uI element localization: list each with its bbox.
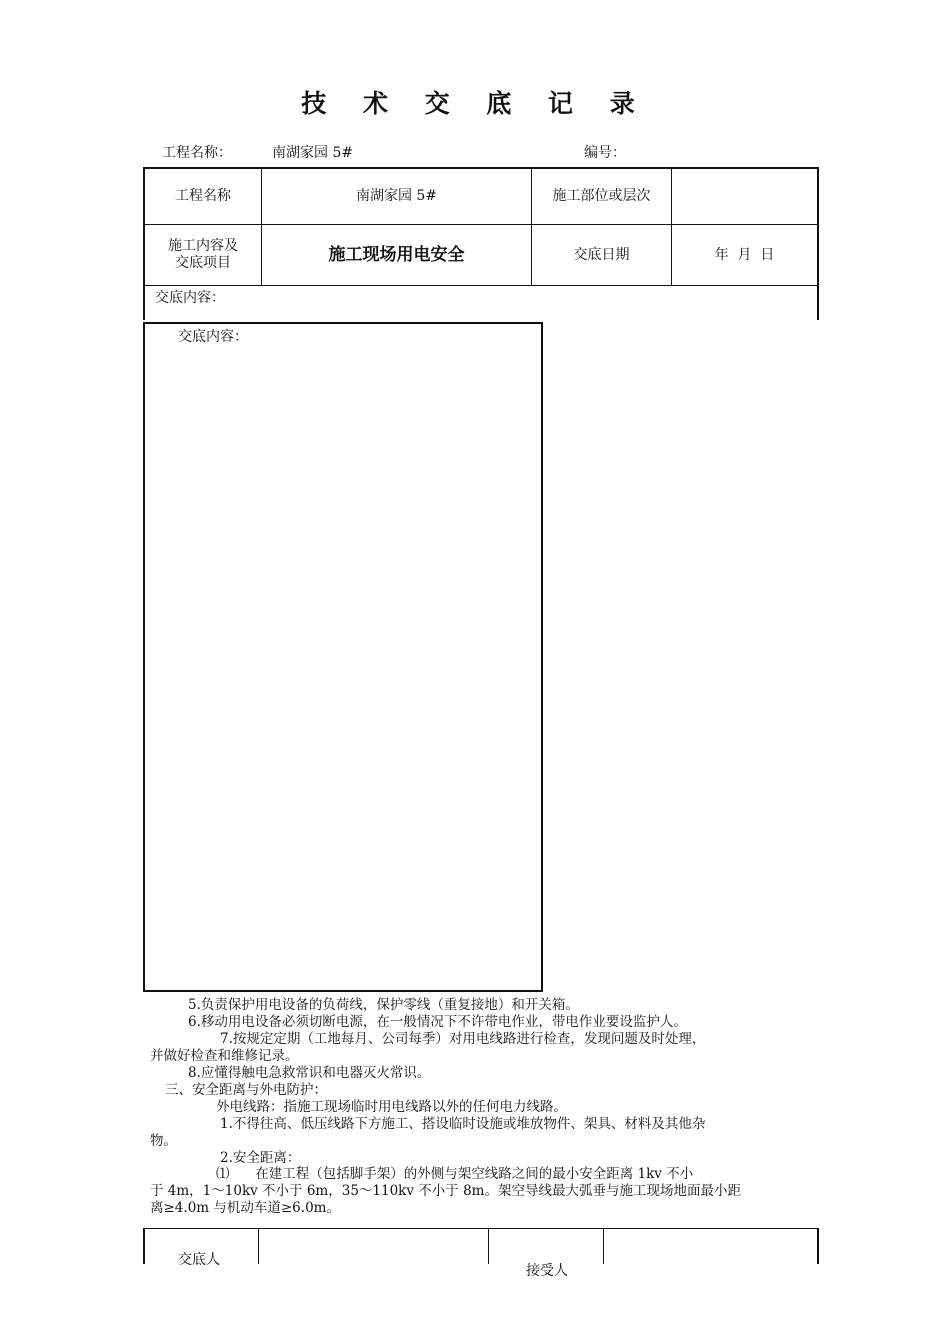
inner-content-box xyxy=(143,322,543,992)
project-name-value: 南湖家园 5# xyxy=(272,145,354,161)
rule-2-1-cont: 于 4m，1～10kv 不小于 6m，35～110kv 不小于 8m。架空导线最大弧垂与施工现场地面最小距 xyxy=(150,1183,741,1199)
location-value xyxy=(672,169,817,224)
location-label: 施工部位或层次 xyxy=(552,188,651,204)
date-label: 交底日期 xyxy=(573,246,630,263)
content-line-8: 8.应懂得触电急救常识和电器灭火常识。 xyxy=(188,1065,431,1081)
receiver-label: 接受人 xyxy=(526,1263,568,1279)
project-name-cell-value: 南湖家园 5# xyxy=(355,188,438,204)
number-label: 编号： xyxy=(584,145,626,161)
external-line-definition: 外电线路：指施工现场临时用电线路以外的任何电力线路。 xyxy=(216,1099,567,1115)
project-name-cell-label: 工程名称 xyxy=(175,188,231,204)
rule-1: 1.不得往高、低压线路下方施工、搭设临时设施或堆放物件、架具、材料及其他杂 xyxy=(220,1116,706,1132)
rule-2-1-cont2: 离≥4.0m 与机动车道≥6.0m。 xyxy=(150,1200,340,1216)
rule-2-1: ⑴ 在建工程（包括脚手架）的外侧与架空线路之间的最小安全距离 1kv 不小 xyxy=(216,1166,694,1182)
content-line-6: 6.移动用电设备必须切断电源，在一般情况下不许带电作业，带电作业要设监护人。 xyxy=(188,1014,687,1030)
discloser-label: 交底人 xyxy=(178,1252,220,1268)
project-name-label: 工程名称： xyxy=(162,145,232,161)
content-label-outer: 交底内容： xyxy=(155,290,225,306)
content-line-7: 7.按规定定期（工地每月、公司每季）对用电线路进行检查，发现问题及时处理， xyxy=(220,1031,706,1047)
date-value: 年 月 日 xyxy=(714,246,775,263)
content-item-value: 施工现场用电安全 xyxy=(328,244,465,265)
content-line-5: 5.负责保护用电设备的负荷线，保护零线（重复接地）和开关箱。 xyxy=(188,997,579,1013)
document-title: 技 术 交 底 记 录 xyxy=(301,89,649,118)
content-line-7-cont: 并做好检查和维修记录。 xyxy=(150,1048,299,1064)
content-item-label xyxy=(145,225,261,285)
content-item-label-line2: 交底项目 xyxy=(175,255,231,271)
rule-2: 2.安全距离： xyxy=(220,1150,301,1166)
section-heading-3: 三、安全距离与外电防护： xyxy=(165,1082,327,1098)
content-item-label-line1: 施工内容及 xyxy=(168,238,238,254)
content-label-inner: 交底内容： xyxy=(178,329,248,345)
rule-1-cont: 物。 xyxy=(150,1133,177,1149)
